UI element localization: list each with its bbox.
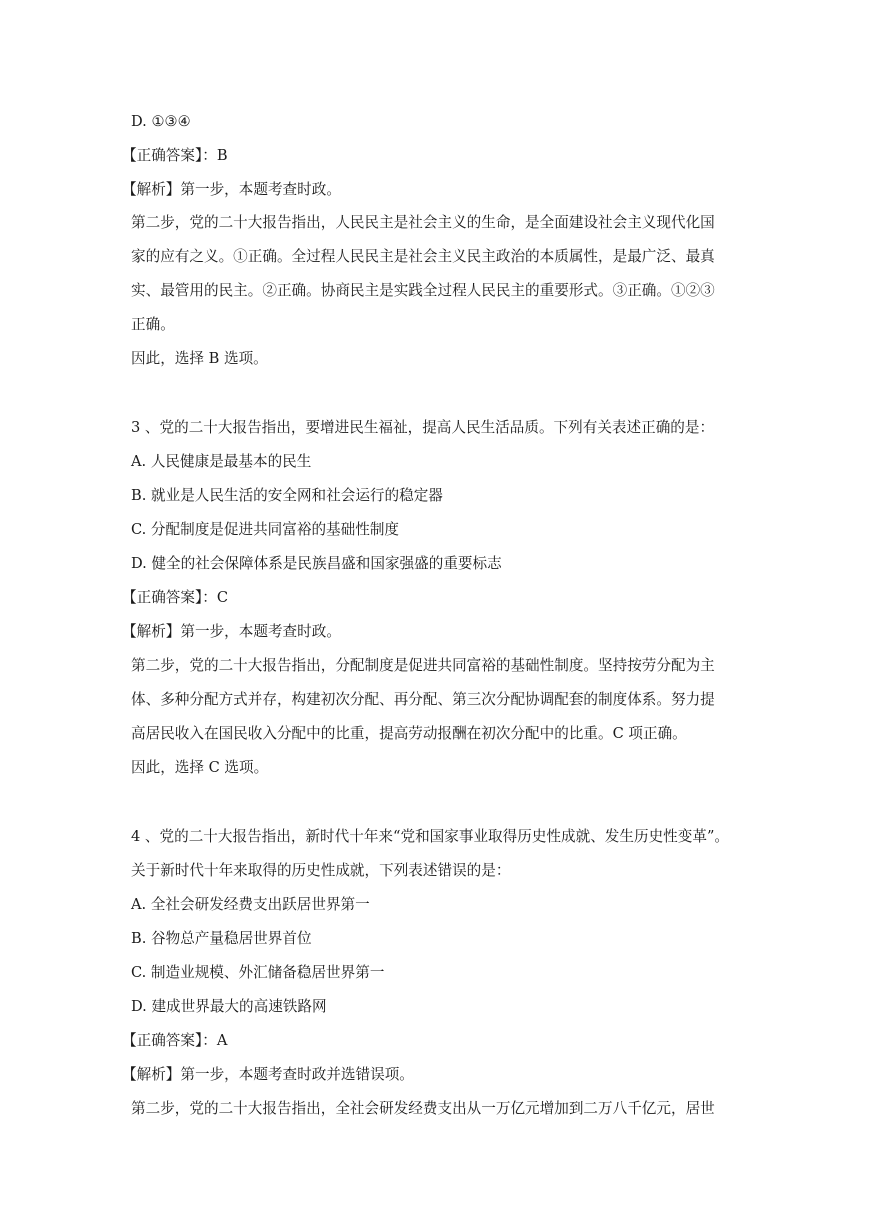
q3-option-b: B. 就业是人民生活的安全网和社会运行的稳定器 xyxy=(131,487,443,504)
q3-analysis-line: 体、多种分配方式并存，构建初次分配、再分配、第三次分配协调配套的制度体系。努力提 xyxy=(131,691,715,708)
q2-analysis-head: 【解析】第一步，本题考查时政。 xyxy=(122,181,341,198)
q2-analysis-line: 正确。 xyxy=(131,316,175,333)
q3-stem: 3 、党的二十大报告指出，要增进民生福祉，提高人民生活品质。下列有关表述正确的是： xyxy=(131,419,715,436)
q4-analysis-line: 第二步，党的二十大报告指出，全社会研发经费支出从一万亿元增加到二万八千亿元，居世 xyxy=(131,1100,715,1117)
q2-answer: 【正确答案】：B xyxy=(122,147,228,164)
q3-answer: 【正确答案】：C xyxy=(122,589,229,606)
q3-option-a: A. 人民健康是最基本的民生 xyxy=(131,453,312,470)
q2-option-d: D. ①③④ xyxy=(131,113,191,130)
q3-analysis-line: 第二步，党的二十大报告指出，分配制度是促进共同富裕的基础性制度。坚持按劳分配为主 xyxy=(131,657,715,674)
q2-conclusion: 因此，选择 B 选项。 xyxy=(131,350,268,367)
q2-analysis-line: 实、最管用的民主。②正确。协商民主是实践全过程人民民主的重要形式。③正确。①②③ xyxy=(131,282,715,299)
q4-answer: 【正确答案】：A xyxy=(122,1032,228,1049)
q3-analysis-head: 【解析】第一步，本题考查时政。 xyxy=(122,623,341,640)
q4-analysis-head: 【解析】第一步，本题考查时政并选错误项。 xyxy=(122,1066,414,1083)
q4-stem-line: 关于新时代十年来取得的历史性成就，下列表述错误的是： xyxy=(131,862,511,879)
q3-conclusion: 因此，选择 C 选项。 xyxy=(131,759,269,776)
q2-analysis-line: 第二步，党的二十大报告指出，人民民主是社会主义的生命，是全面建设社会主义现代化国 xyxy=(131,214,715,231)
q4-option-d: D. 建成世界最大的高速铁路网 xyxy=(131,998,327,1015)
q4-option-a: A. 全社会研发经费支出跃居世界第一 xyxy=(131,896,370,913)
q3-analysis-line: 高居民收入在国民收入分配中的比重，提高劳动报酬在初次分配中的比重。C 项正确。 xyxy=(131,725,687,742)
q4-option-b: B. 谷物总产量稳居世界首位 xyxy=(131,930,312,947)
q3-option-c: C. 分配制度是促进共同富裕的基础性制度 xyxy=(131,521,400,538)
q4-option-c: C. 制造业规模、外汇储备稳居世界第一 xyxy=(131,964,385,981)
q4-stem-line: 4 、党的二十大报告指出，新时代十年来“党和国家事业取得历史性成就、发生历史性变革”。 xyxy=(131,828,730,845)
q3-option-d: D. 健全的社会保障体系是民族昌盛和国家强盛的重要标志 xyxy=(131,555,502,572)
q2-analysis-line: 家的应有之义。①正确。全过程人民民主是社会主义民主政治的本质属性，是最广泛、最真 xyxy=(131,248,715,265)
